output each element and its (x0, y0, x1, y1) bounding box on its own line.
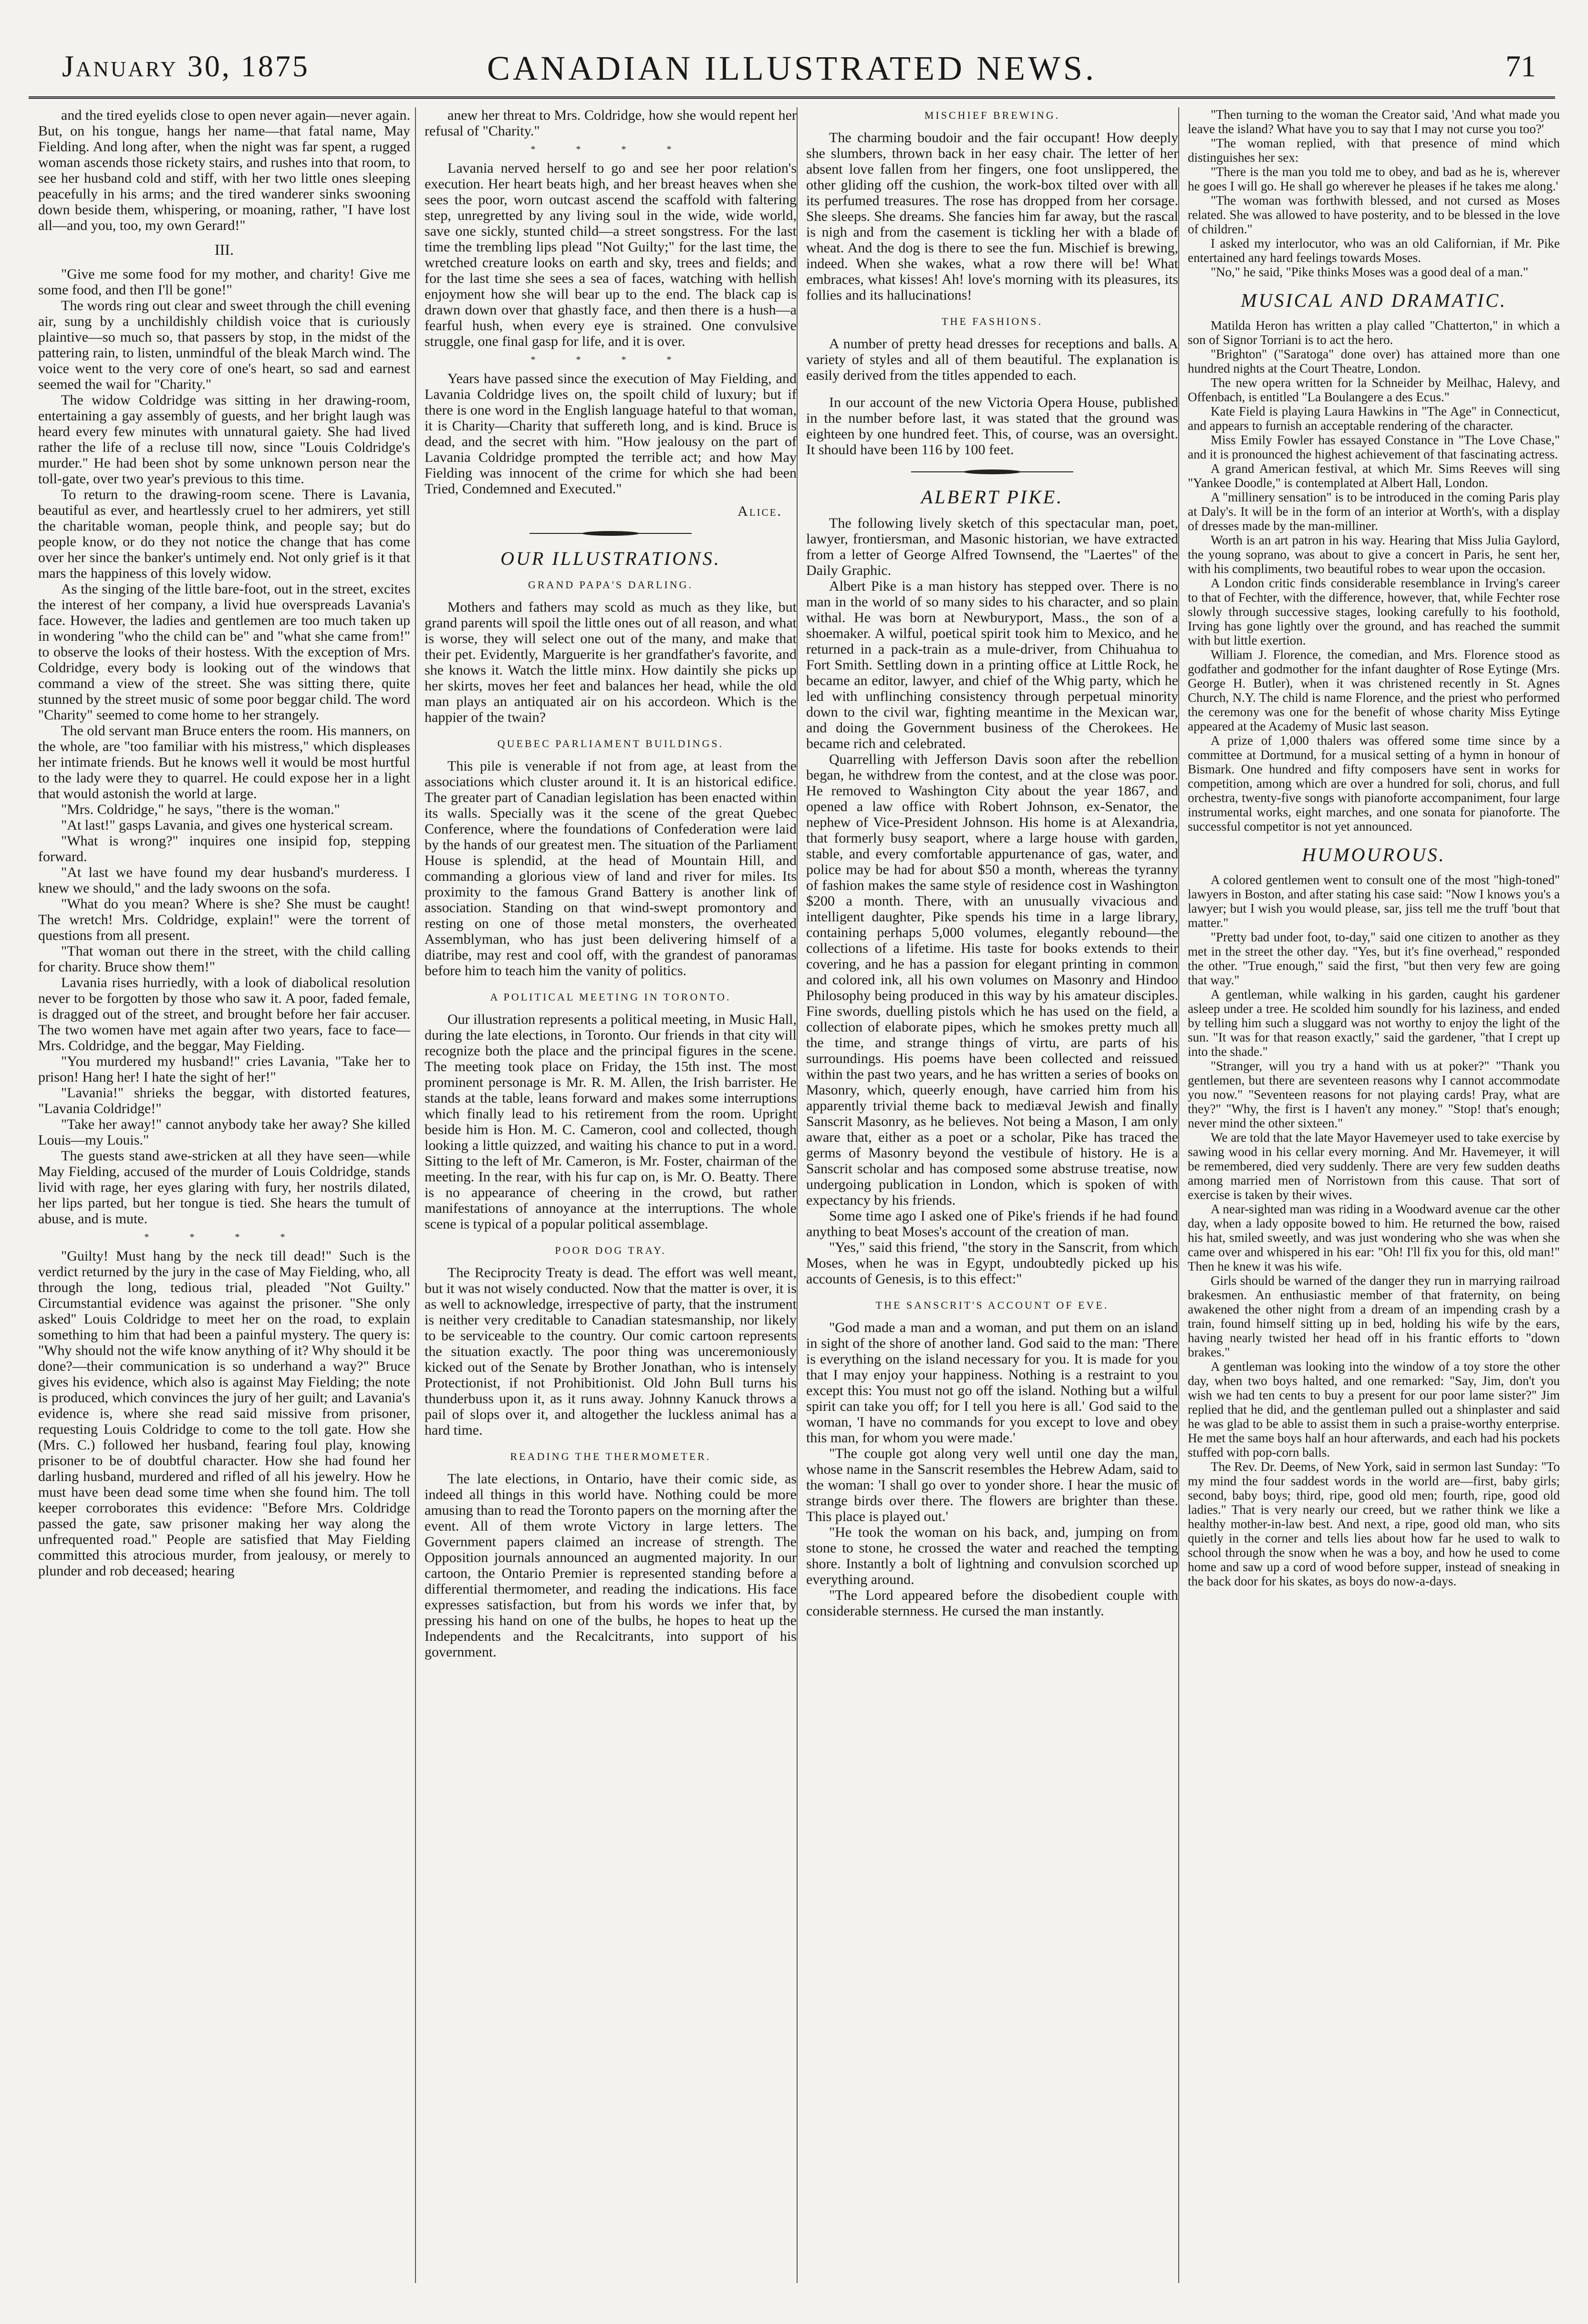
news-item: William J. Florence, the comedian, and Mrs. Florence stood as godfather and godmother for the infant daughter of Rose Eytinge (Mrs. George H. Butler), when it was christened recently in St. Agnes Church, N.Y. The child is name Florence, and the priest who performed the ceremony was one for the benefit of whose charity Miss Eytinge appeared at the Academy of Music last season. (1188, 647, 1560, 733)
section-heading: OUR ILLUSTRATIONS. (500, 548, 721, 569)
article-paragraph: The late elections, in Ontario, have their comic side, as indeed all things in this world have. Nothing could be more amusing than to read the Toronto papers on the morning after the event. All of them wrote Victory in large letters. The Government papers claimed an increase of strength. The Opposition journals announced an augmented majority. In our cartoon, the Ontario Premier is represented standing before a differential thermometer, and reading the indications. His face expresses satisfaction, but from his words we infer that, by pressing his hand on one of the bulbs, he hopes to heat up the Independents and the Recalcitrants, into support of his government. (425, 1471, 797, 1660)
column-2 (425, 107, 797, 2283)
section-stars: * * * * (530, 144, 691, 155)
news-item: "Brighton" ("Saratoga" done over) has attained more than one hundred nights at the Court Theatre, London. (1188, 347, 1560, 375)
section-stars: * * * * (144, 1232, 304, 1242)
anecdote: The Rev. Dr. Deems, of New York, said in sermon last Sunday: "To my mind the four saddest words in the world are—first, baby girls; second, baby boys; third, ripe, good old men; fourth, ripe, good old ladies." That is very nearly our creed, but we rather think we like a healthy mother-in-law best. And next, a ripe, good old man, who sits quietly in the corner and tells lies about how far he used to walk to school through the snow when he was a boy, and how he used to come home and saw up a cord of wood before supper, instead of sneaking in the back door for his skates, as boys do now-a-days. (1188, 1459, 1560, 1588)
news-item: A prize of 1,000 thalers was offered some time since by a committee at Dortmund, for a musical setting of a hymn in honour of Bismark. One hundred and fifty composers have sent in works for competition, among which are over a hundred for soli, chorus, and full orchestra, twenty-five songs with pianoforte accompaniment, four large instrumental works, eight marches, and one sonata for pianoforte. The successful competitor is not yet announced. (1188, 733, 1560, 834)
newspaper-title: CANADIAN ILLUSTRATED NEWS. (487, 49, 1097, 87)
column-rule (415, 107, 416, 2283)
news-item: A grand American festival, at which Mr. Sims Reeves will sing "Yankee Doodle," is contemplated at Albert Hall, London. (1188, 461, 1560, 490)
story-paragraph: "That woman out there in the street, with the child calling for charity. Bruce show them!" (38, 943, 410, 975)
article-paragraph: "He took the woman on his back, and, jumping on from stone to stone, he crossed the water and reached the tempting shore. Instantly a bolt of lightning and convulsion scorched up everything around. (806, 1524, 1178, 1587)
anecdote: "Stranger, will you try a hand with us at poker?" "Thank you gentlemen, but there are seventeen reasons why I cannot accommodate you now." "Seventeen reasons for not playing cards! Pray, what are they?" "Why, the first is I haven't any money." "Stop! that's enough; never mind the other sixteen." (1188, 1059, 1560, 1130)
story-paragraph: and the tired eyelids close to open never again—never again. But, on his tongue, hangs her name—that fatal name, May Fielding. And long after, when the night was far spent, a rugged woman ascends those rickety stairs, and rushes into that room, to see her husband cold and stiff, with her two little ones sleeping peacefully in his arms; and the tired wanderer sinks swooning down beside them, whispering, or moaning, rather, "I have lost all—and you, too, my own Gerard!" (38, 107, 410, 233)
article-paragraph: A number of pretty head dresses for receptions and balls. A variety of styles and all of them beautiful. The explanation is easily derived from the titles appended to each. (806, 336, 1178, 383)
story-paragraph: "Mrs. Coldridge," he says, "there is the woman." (61, 802, 340, 817)
story-paragraph: The old servant man Bruce enters the room. His manners, on the whole, are "too familiar with his mistress," which displeases her intimate friends. But he knows well it would be most hurtful to the lady were they to quarrel. He could expose her in a light that would astonish the world at large. (38, 723, 410, 802)
story-paragraph: "What is wrong?" inquires one insipid fop, stepping forward. (38, 833, 410, 865)
story-signature: Alice. (737, 503, 782, 519)
story-paragraph: Lavania rises hurriedly, with a look of diabolical resolution never to be forgotten by those who saw it. A poor, faded female, is dragged out of the street, and brought before her fair accuser. The two women have met again after two years, face to face—Mrs. Coldridge, and the beggar, May Fielding. (38, 975, 410, 1053)
subsection-heading: QUEBEC PARLIAMENT BUILDINGS. (497, 738, 724, 750)
article-paragraph: "The couple got along very well until one day the man, whose name in the Sanscrit resembles the Hebrew Adam, said to the woman: 'I shall go over to yonder shore. I hear the music of strange birds over there. The flowers are brighter than these. This place is played out.' (806, 1446, 1178, 1524)
article-paragraph: In our account of the new Victoria Opera House, published in the number before last, it was stated that the ground was eighteen by one hundred feet. This, of course, was an oversight. It should have been 116 by 100 feet. (806, 395, 1178, 458)
masthead (29, 44, 1555, 111)
story-paragraph: "Lavania!" shrieks the beggar, with distorted features, "Lavania Coldridge!" (38, 1085, 410, 1116)
article-paragraph: This pile is venerable if not from age, at least from the associations which cluster around it. It is an historical edifice. The greater part of Canadian legislation has been enacted within its walls. Specially was it the scene of the great Quebec Conference, where the foundations of Confederation were laid by the hands of our greatest men. The situation of the Parliament House is splendid, at the head of Mountain Hill, and commanding a glorious view of land and river for miles. Its proximity to the famous Grand Battery is another link of association. Standing on that wind-swept promontory and resting on one of those metal monsters, the overheated Assemblyman, who has just been delivering himself of a diatribe, may rest and cool off, with the grandest of panoramas before him to teach him the vanity of politics. (425, 758, 797, 979)
subsection-heading: THE SANSCRIT'S ACCOUNT OF EVE. (875, 1299, 1109, 1311)
article-paragraph: "There is the man you told me to obey, and bad as he is, wherever he goes I will go. He shall go wherever he pleases if he takes me along.' (1188, 165, 1560, 193)
article-paragraph: The Reciprocity Treaty is dead. The effort was well meant, but it was not wisely conducted. Now that the matter is over, it is as well to acknowledge, irrespective of party, that the instrument is neither very creditable to Canadian statesmanship, nor likely to be serviceable to the country. Our comic cartoon represents the situation exactly. The poor thing was unceremoniously kicked out of the Senate by Brother Jonathan, who is intensely Protectionist, if not Prohibitionist. Old John Bull turns his thunderbuss upon it, as it runs away. Johnny Kanuck throws a pail of slops over it, and altogether the luckless animal has a hard time. (425, 1265, 797, 1438)
article-paragraph: The charming boudoir and the fair occupant! How deeply she slumbers, thrown back in her easy chair. The letter of her absent love fallen from her fingers, one foot unslippered, the other gliding off the cushion, the work-box tilted over with all its perfumed treasures. The rose has dropped from her corsage. She sleeps. She dreams. She fancies him far away, but the rascal is nigh and from the casement is tickling her with a blade of wheat. And the dog is there to see the fun. Mischief is brewing, indeed. When she wakes, what a row there will be! What embraces, what kisses! Ah! love's morning with its pleasures, its follies and its hallucinations! (806, 130, 1178, 303)
story-paragraph: Years have passed since the execution of May Fielding, and Lavania Coldridge lives on, the spoilt child of luxury; but if there is one word in the English language hateful to that woman, it is Charity—Charity that suffereth long, and is kind. Bruce is dead, and the secret with him. "How jealousy on the part of Lavania Coldridge prompted the terrible act; and how May Fielding was innocent of the crime for which she had been Tried, Condemned and Executed." (425, 371, 797, 497)
story-paragraph: Lavania nerved herself to go and see her poor relation's execution. Her heart beats high, and her breast heaves when she sees the poor, worn outcast ascend the scaffold with faltering step, unregretted by any living soul in the wide, wide world, save one sickly, stunted child—a street songstress. For the last time the trembling lips plead "Not Guilty;" for the last time, the wretched creature looks on earth and sky, trees and fields; and for the last time she sees a sea of faces, watching with hellish enjoyment how she will bear up to the end. The black cap is drawn down over that ghastly face, and then there is a hush—a fearful hush, when every eye is strained. One convulsive struggle, one final gasp for life, and it is over. (425, 160, 797, 349)
news-item: A "millinery sensation" is to be introduced in the coming Paris play at Daly's. It will be in the form of an interior at Worth's, with a display of dresses made by the man-milliner. (1188, 490, 1560, 533)
article-paragraph: Our illustration represents a political meeting, in Music Hall, during the late elections, in Toronto. Our friends in that city will recognize both the place and the principal figures in the scene. The meeting took place on Friday, the 15th inst. The most prominent personage is Mr. R. M. Allen, the Irish barrister. He stands at the table, leans forward and makes some interruptions which finally lead to his retirement from the room. Upright beside him is Hon. M. C. Cameron, cool and collected, though looking a little quizzed, and waiting his chance to put in a word. Sitting to the left of Mr. Cameron, is Mr. Foster, chairman of the meeting. In the rear, with his fur cap on, is Mr. O. Beatty. There is no appearance of cheering in the crowd, but rather manifestations of annoyance at the interruptions. The whole scene is typical of a popular political assemblage. (425, 1011, 797, 1232)
anecdote: Girls should be warned of the danger they run in marrying railroad brakesmen. An enthusiastic member of that fraternity, on being awakened the other night from a dream of an impending crash by a train, found himself sitting up in bed, holding his wife by the ears, having nearly twisted her head off in his frantic efforts to "down brakes." (1188, 1273, 1560, 1359)
section-heading: HUMOUROUS. (1302, 844, 1446, 865)
article-paragraph: "Yes," said this friend, "the story in the Sanscrit, from which Moses, when he was in Egypt, undoubtedly picked up his accounts of Genesis, is to this effect:" (806, 1240, 1178, 1287)
page-number: 71 (1505, 49, 1536, 83)
anecdote: "Pretty bad under foot, to-day," said one citizen to another as they met in the street the other day. "Yes, but it's fine overhead," responded the other. "True enough," said the first, "but then very few are going that way." (1188, 930, 1560, 987)
article-paragraph: The following lively sketch of this spectacular man, poet, lawyer, frontiersman, and Masonic historian, we have extracted from a letter of George Alfred Townsend, the "Laertes" of the Daily Graphic. (806, 515, 1178, 578)
section-heading: ALBERT PIKE. (921, 486, 1064, 508)
column-rule (1178, 107, 1179, 2283)
news-item: Kate Field is playing Laura Hawkins in "The Age" in Connecticut, and appears to furnish an acceptable rendering of the character. (1188, 404, 1560, 433)
subsection-heading: POOR DOG TRAY. (555, 1244, 666, 1256)
story-paragraph: "Take her away!" cannot anybody take her away? She killed Louis—my Louis." (38, 1116, 410, 1148)
column-1 (38, 107, 410, 2283)
article-paragraph: "Then turning to the woman the Creator said, 'And what made you leave the island? What have you to say that I may not curse you too?' (1188, 107, 1560, 136)
anecdote: A gentleman was looking into the window of a toy store the other day, when two boys halted, and one remarked: "Say, Jim, don't you wish we had ten cents to buy a present for our poor lame sister?" Jim replied that he did, and the gentleman pulled out a shinplaster and said he was glad to be able to assist them in such a praise-worthy enterprise. He met the same boys half an hour afterwards, and each had his pockets stuffed with pop-corn balls. (1188, 1359, 1560, 1459)
article-paragraph: "No," he said, "Pike thinks Moses was a good deal of a man." (1211, 265, 1528, 279)
article-paragraph: Some time ago I asked one of Pike's friends if he had found anything to beat Moses's account of the creation of man. (806, 1208, 1178, 1240)
anecdote: A gentleman, while walking in his garden, caught his gardener asleep under a tree. He scolded him soundly for his laziness, and ended by telling him such a sluggard was not worthy to enjoy the light of the sun. "It was for that reason exactly," said the gardener, "that I crept up into the shade." (1188, 987, 1560, 1059)
news-item: The new opera written for la Schneider by Meilhac, Halevy, and Offenbach, is entitled "La Boulangere a des Ecus." (1188, 375, 1560, 404)
column-4 (1188, 107, 1560, 2283)
chapter-numeral: III. (215, 241, 234, 258)
story-paragraph: "Guilty! Must hang by the neck till dead!" Such is the verdict returned by the jury in the case of May Fielding, who, all through the long, tedious trial, pleaded "Not Guilty." Circumstantial evidence was against the prisoner. "She only asked" Louis Coldridge to meet her on the road, to explain something to him that had been a painful mystery. The query is: "Why should not the wife know anything of it? Why should it be done?—their communication is so underhand a way?" Bruce gives his evidence, which also is against May Fielding; the note is produced, which convinces the jury of her guilt; and Lavania's evidence is, where she read said missive from prisoner, requesting Louis Coldridge to come to the toll gate. How she (Mrs. C.) followed her husband, fearing foul play, knowing prisoner to be of doubtful character. How she had found her darling husband, murdered and rifled of all his jewelry. How he must have been dead some time when she found him. The toll keeper corroborates this evidence: "Before Mrs. Coldridge passed the gate, saw prisoner making her way along the unfrequented road." People are satisfied that May Fielding committed this atrocious murder, from jealousy, or merely to plunder and rob deceased; hearing (38, 1248, 410, 1579)
story-paragraph: "At last we have found my dear husband's murderess. I knew we should," and the lady swoons on the sofa. (38, 865, 410, 896)
story-paragraph: The guests stand awe-stricken at all they have seen—while May Fielding, accused of the murder of Louis Coldridge, stands livid with rage, her eyes glaring with fury, her nostrils dilated, her lips parted, but her tongue is tied. She hears the tumult of abuse, and is mute. (38, 1148, 410, 1227)
story-paragraph: The words ring out clear and sweet through the chill evening air, sung by a unchildishly childish voice that is curiously plaintive—so much so, that passers by stop, in the midst of the pattering rain, to listen, unmindful of the bleak March wind. The voice went to the very core of one's heart, so sad and earnest seemed the wail for "Charity." (38, 298, 410, 392)
subsection-heading: THE FASHIONS. (942, 315, 1043, 327)
ornamental-divider (911, 469, 1073, 475)
story-paragraph: The widow Coldridge was sitting in her drawing-room, entertaining a gay assembly of guests, and her bright laugh was heard every few minutes with unnatural gaiety. She had lived rather the life of a recluse till now, since "Louis Coldridge's murder." He had been shot by some unknown person near the toll-gate, over two year's previous to this time. (38, 392, 410, 487)
subsection-heading: READING THE THERMOMETER. (510, 1450, 711, 1462)
article-paragraph: I asked my interlocutor, who was an old Californian, if Mr. Pike entertained any hard feelings towards Moses. (1188, 236, 1560, 265)
article-paragraph: Albert Pike is a man history has stepped over. There is no man in the world of so many sides to his character, and so plain withal. He was born at Newburyport, Mass., the son of a shoemaker. A wilful, poetical spirit took him to Mexico, and he returned in a pack-train as a mule-driver, from Chihuahua to Fort Smith. Settling down in a printing office at Little Rock, he became an editor, lawyer, and chief of the Whig party, which he led with unflinching consistency through perpetual minority down to the civil war, fighting meantime in the Mexican war, and doing the Government business of the Cherokees. He became rich and celebrated. (806, 578, 1178, 751)
news-item: A London critic finds considerable resemblance in Irving's career to that of Fechter, with the difference, however, that, while Fechter rose slowly through successive stages, looking carefully to his foothold, Irving has gone lightly over the ground, and has reached the summit with but little exertion. (1188, 576, 1560, 647)
header-rule (29, 96, 1555, 99)
article-paragraph: "God made a man and a woman, and put them on an island in sight of the shore of another land. God said to the man: 'There is everything on the island necessary for you. It is made for you that I may enjoy your happiness. Nothing is a restraint to you except this: You must not go off the island. Nothing but a wilful spirit can take you off; for I tell you here is all.' God said to the woman, 'I have no commands for you except to love and obey this man, for whom you were made.' (806, 1320, 1178, 1446)
column-rule (797, 107, 798, 2283)
story-paragraph: "What do you mean? Where is she? She must be caught! The wretch! Mrs. Coldridge, explain!" were the torrent of questions from all present. (38, 896, 410, 943)
story-paragraph: anew her threat to Mrs. Coldridge, how she would repent her refusal of "Charity." (425, 107, 797, 139)
article-paragraph: "The woman replied, with that presence of mind which distinguishes her sex: (1188, 136, 1560, 165)
column-3 (806, 107, 1178, 2283)
section-heading: MUSICAL AND DRAMATIC. (1241, 290, 1507, 311)
story-paragraph: "You murdered my husband!" cries Lavania, "Take her to prison! Hang her! I hate the sight of her!" (38, 1053, 410, 1085)
story-paragraph: As the singing of the little bare-foot, out in the street, excites the interest of her company, a livid hue overspreads Lavania's face. However, the ladies and gentlemen are too much taken up in wondering "who the child can be" and "what she came from!" to observe the looks of their hostess. With the exception of Mrs. Coldridge, every body is looking out of the windows that command a view of the street. She was sitting there, quite stunned by the street music of some poor beggar child. The word "Charity" seemed to come home to her strangely. (38, 581, 410, 723)
news-item: Matilda Heron has written a play called "Chatterton," in which a son of Signor Torriani is to act the hero. (1188, 318, 1560, 347)
story-paragraph: "Give me some food for my mother, and charity! Give me some food, and then I'll be gone!" (38, 266, 410, 298)
subsection-heading: A POLITICAL MEETING IN TORONTO. (490, 991, 731, 1003)
article-paragraph: "The woman was forthwith blessed, and not cursed as Moses related. She was allowed to have posterity, and to be blessed in the love of children." (1188, 193, 1560, 236)
anecdote: We are told that the late Mayor Havemeyer used to take exercise by sawing wood in his cellar every morning. And Mr. Havemeyer, it will be remembered, died very suddenly. There are very few sudden deaths among married men of Norristown from this cause. That sort of exercise is taken by their wives. (1188, 1130, 1560, 1202)
story-paragraph: "At last!" gasps Lavania, and gives one hysterical scream. (61, 817, 393, 833)
anecdote: A near-sighted man was riding in a Woodward avenue car the other day, when a lady opposite bowed to him. He returned the bow, raised his hat, smiled sweetly, and was just wondering who she was when she came over and whispered in his ear: "Oh! I'll fix you for this, old man!" Then he knew it was his wife. (1188, 1202, 1560, 1273)
news-item: Worth is an art patron in his way. Hearing that Miss Julia Gaylord, the young soprano, was about to give a concert in Paris, he sent her, with his compliments, two beautiful robes to wear upon the occasion. (1188, 533, 1560, 576)
ornamental-divider (529, 531, 692, 536)
subsection-heading: MISCHIEF BREWING. (924, 109, 1060, 121)
news-item: Miss Emily Fowler has essayed Constance in "The Love Chase," and it is pronounced the highest achievement of that fascinating actress. (1188, 433, 1560, 461)
anecdote: A colored gentlemen went to consult one of the most "high-toned" lawyers in Boston, and after stating his case said: "Now I knows you's a lawyer; but I wish you would please, sar, jiss tell me the truff 'bout that matter." (1188, 873, 1560, 930)
article-paragraph: Quarrelling with Jefferson Davis soon after the rebellion began, he withdrew from the contest, and at the close was poor. He removed to Washington City about the year 1867, and opened a law office with Robert Johnson, ex-Senator, the nephew of Vice-President Johnson. His home is at Alexandria, that formerly busy seaport, where a large house with garden, stable, and every comfortable appurtenance of gas, water, and police may be had for about $50 a month, whereas the tyranny of fashion makes the same style of residence cost in Washington $200 a month. There, with an unusually vivacious and intelligent daughter, Pike spends his time in a large library, containing perhaps 5,000 volumes, elegantly rebound—the collections of a lifetime. His taste for books extends to their covering, and he has a passion for elegant printing in common and colored ink, all his own volumes on Masonry and Hindoo Philosophy being produced in this way by his amateur disciples. Fine swords, duelling pistols which he has used on the field, a collection of elaborate pipes, which he smokes pretty much all the time, and strange things of virtu, are parts of his surroundings. His poems have been collected and reissued within the past two years, and he has written a series of books on Masonry, which, queerly enough, have carried him from his apparently trivial theme back to mediæval Jewish and finally Sanscrit Masonry, as he believes. Not being a Mason, I am only aware that, either as a poet or a scholar, Pike has traced the germs of Masonry beyond the vestibule of history. He is a Sanscrit scholar and has composed some abstruse treatise, now undergoing publication in London, which is spoken of with expectancy by his friends. (806, 751, 1178, 1208)
story-paragraph: To return to the drawing-room scene. There is Lavania, beautiful as ever, and heartlessly cruel to her admirers, yet still the charitable woman, people think, and people say; but do people know, or do they not notice the change that has come over her since the banker's untimely end. Not only grief is it that mars the happiness of this lovely widow. (38, 487, 410, 581)
issue-date: January 30, 1875 (62, 49, 310, 83)
article-paragraph: "The Lord appeared before the disobedient couple with considerable sternness. He cursed the man instantly. (806, 1587, 1178, 1619)
section-stars: * * * * (530, 354, 691, 365)
article-paragraph: Mothers and fathers may scold as much as they like, but grand parents will spoil the little ones out of all reason, and what is worse, they will select one out of the many, and make that their pet. Evidently, Marguerite is her grandfather's favorite, and she knows it. Watch the little minx. How daintily she picks up her skirts, moves her feet and balances her head, while the old man plays an antiquated air on his accordeon. Which is the happier of the twain? (425, 599, 797, 725)
subsection-heading: GRAND PAPA'S DARLING. (528, 579, 694, 591)
